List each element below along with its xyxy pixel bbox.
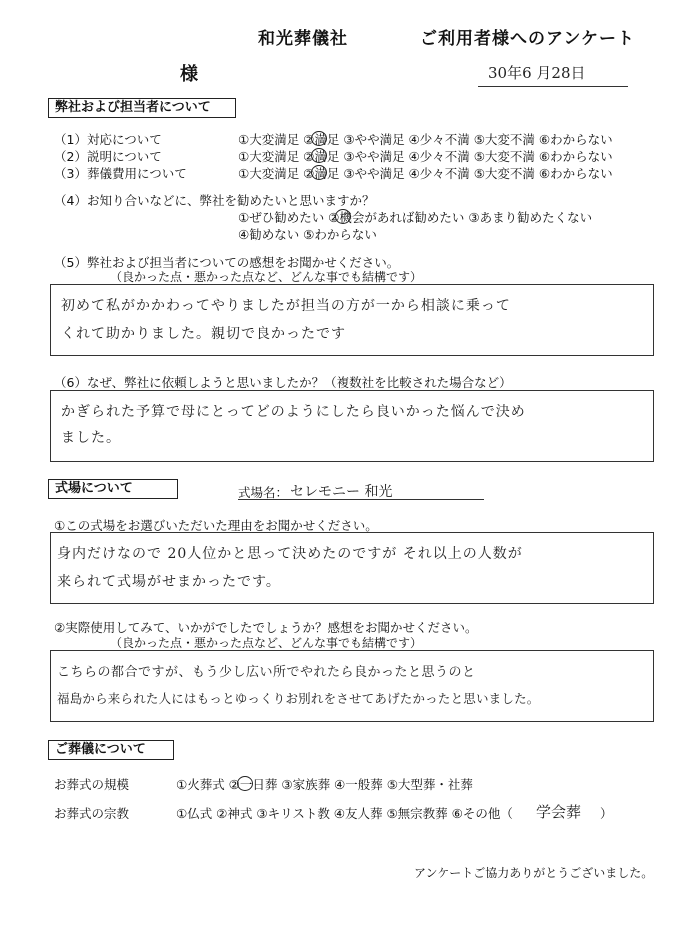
date-underline — [478, 86, 628, 87]
q1-options[interactable]: ①大変満足 ②満足 ③やや満足 ④少々不満 ⑤大変不満 ⑥わからない — [238, 132, 613, 147]
thanks-message: アンケートご協力ありがとうございました。 — [414, 866, 654, 880]
religion-close-paren: ） — [600, 806, 613, 821]
survey-date: 30年6 月28日 — [488, 64, 586, 82]
religion-options[interactable]: ①仏式 ②神式 ③キリスト教 ④友人葬 ⑤無宗教葬 ⑥その他（ — [176, 806, 513, 821]
venue-label: 式場名： — [238, 485, 289, 500]
q4-options-line2[interactable]: ④勧めない ⑤わからない — [238, 227, 377, 242]
q2-label: （2）説明について — [54, 149, 162, 164]
qa-label: ①この式場をお選びいただいた理由をお聞かせください。 — [54, 518, 378, 533]
q2-options[interactable]: ①大変満足 ②満足 ③やや満足 ④少々不満 ⑤大変不満 ⑥わからない — [238, 149, 613, 164]
religion-label: お葬式の宗教 — [54, 806, 130, 821]
q4-label: （4）お知り合いなどに、弊社を勧めたいと思いますか？ — [54, 193, 375, 208]
q3-options[interactable]: ①大変満足 ②満足 ③やや満足 ④少々不満 ⑤大変不満 ⑥わからない — [238, 166, 613, 181]
qb-answer-box[interactable] — [50, 650, 654, 722]
qa-answer-line2: 来られて式場がせまかったです。 — [57, 574, 281, 590]
scale-options[interactable]: ①火葬式 ②一日葬 ③家族葬 ④一般葬 ⑤大型葬・社葬 — [176, 777, 473, 792]
q6-answer-box[interactable] — [50, 390, 654, 462]
q3-label: （3）葬儀費用について — [54, 166, 187, 181]
venue-underline — [238, 499, 484, 500]
q6-answer-line1: かぎられた予算で母にとってどのようにしたら良いかった悩んで決め — [61, 404, 526, 420]
company-name: 和光葬儀社 — [258, 29, 348, 49]
q1-label: （1）対応について — [54, 132, 162, 147]
q5-answer-line1: 初めて私がかかわってやりましたが担当の方が一から相談に乗って — [61, 298, 511, 314]
scale-selected-mark — [237, 776, 253, 791]
q5-sub: （良かった点・悪かった点など、どんな事でも結構です） — [110, 270, 423, 284]
section-funeral: ご葬儀について — [48, 740, 174, 760]
qa-answer-box[interactable] — [50, 532, 654, 604]
q6-answer-line2: ました。 — [61, 430, 121, 446]
q5-label: （5）弊社および担当者についての感想をお聞かせください。 — [54, 255, 400, 270]
scale-label: お葬式の規模 — [54, 777, 130, 792]
qb-answer-line2: 福島から来られた人にはもっとゆっくりお別れをさせてあげたかったと思いました。 — [57, 691, 540, 706]
q6-label: （6）なぜ、弊社に依頼しようと思いましたか？（複数社を比較された場合など） — [54, 375, 512, 390]
qb-answer-line1: こちらの都合ですが、もう少し広い所でやれたら良かったと思うのと — [57, 665, 476, 680]
qb-label: ②実際使用してみて、いかがでしたでしょうか？感想をお聞かせください。 — [54, 620, 478, 635]
q3-selected-mark — [311, 165, 327, 180]
section-venue: 式場について — [48, 479, 178, 499]
section-company-staff: 弊社および担当者について — [48, 98, 236, 118]
q4-selected-mark — [335, 209, 351, 224]
religion-other-value: 学会葬 — [536, 803, 582, 821]
qa-answer-line1: 身内だけなので 20人位かと思って決めたのですが それ以上の人数が — [57, 546, 523, 562]
honorific: 様 — [180, 64, 199, 85]
q5-answer-box[interactable] — [50, 284, 654, 356]
venue-value: セレモニー 和光 — [290, 484, 393, 500]
survey-title: ご利用者様へのアンケート — [420, 29, 635, 49]
q4-options-line1[interactable]: ①ぜひ勧めたい ②機会があれば勧めたい ③あまり勧めたくない — [238, 210, 593, 225]
q1-selected-mark — [311, 131, 327, 146]
q5-answer-line2: くれて助かりました。親切で良かったです — [61, 326, 346, 342]
qb-sub: （良かった点・悪かった点など、どんな事でも結構です） — [110, 636, 423, 650]
q2-selected-mark — [311, 148, 327, 163]
